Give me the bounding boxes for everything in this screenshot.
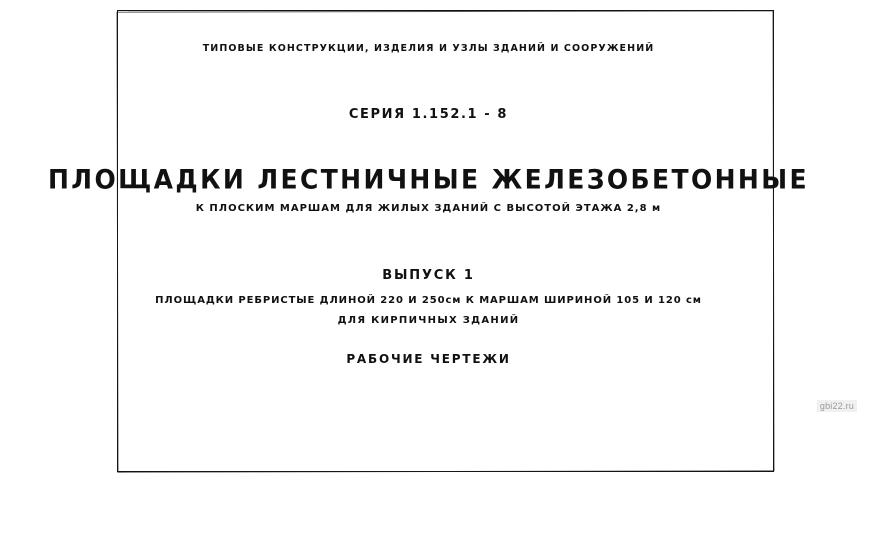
issue-description-line-2: ДЛЯ КИРПИЧНЫХ ЗДАНИЙ [337,315,520,326]
document-type-label: РАБОЧИЕ ЧЕРТЕЖИ [346,352,511,366]
document-caption: ТИПОВЫЕ КОНСТРУКЦИИ, ИЗДЕЛИЯ И УЗЛЫ ЗДАНИЙ И СООРУЖЕНИЙ [202,43,655,54]
series-number: СЕРИЯ 1.152.1 - 8 [348,107,509,122]
drawing-border-frame [117,10,774,472]
page-subtitle: К ПЛОСКИМ МАРШАМ ДЛЯ ЖИЛЫХ ЗДАНИЙ С ВЫСОТОЙ ЭТАЖА 2,8 м [195,203,662,214]
watermark-label: gbi22.ru [817,400,857,412]
issue-description-line-1: ПЛОЩАДКИ РЕБРИСТЫЕ ДЛИНОЙ 220 И 250см К МАРШАМ ШИРИНОЙ 105 И 120 см [155,295,702,306]
issue-number: ВЫПУСК 1 [382,268,475,283]
page-title: ПЛОЩАДКИ ЛЕСТНИЧНЫЕ ЖЕЛЕЗОБЕТОННЫЕ [47,164,810,195]
